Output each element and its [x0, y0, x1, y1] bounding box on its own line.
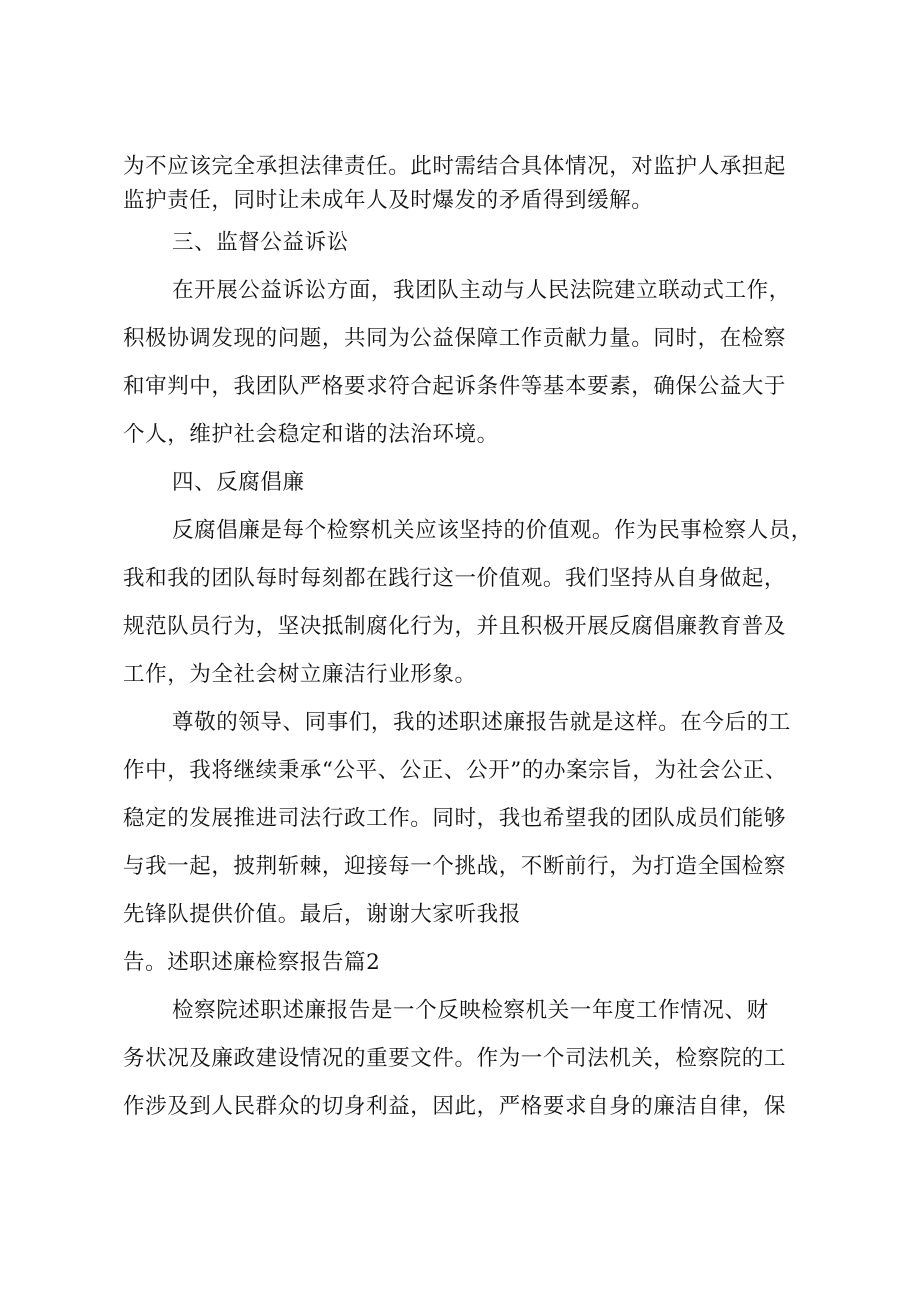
text-line: 作中，我将继续秉承“公平、公正、公开”的办案宗旨，为社会公正、: [123, 758, 788, 783]
text-line: 为不应该完全承担法律责任。此时需结合具体情况，对监护人承担起: [123, 154, 787, 179]
text-line: 稳定的发展推进司法行政工作。同时，我也希望我的团队成员们能够: [123, 806, 787, 831]
text-line: 在开展公益诉讼方面，我团队主动与人民法院建立联动式工作，: [172, 278, 791, 303]
text-line: 检察院述职述廉报告是一个反映检察机关一年度工作情况、财: [172, 998, 769, 1023]
section-heading: 三、监督公益诉讼: [172, 230, 349, 255]
text-line: 个人，维护社会稳定和谐的法治环境。: [123, 422, 499, 447]
text-line: 作涉及到人民群众的切身利益，因此，严格要求自身的廉洁自律，保: [123, 1094, 787, 1119]
text-line: 务状况及廉政建设情况的重要文件。作为一个司法机关，检察院的工: [123, 1046, 787, 1071]
text-line: 积极协调发现的问题，共同为公益保障工作贡献力量。同时，在检察: [123, 326, 787, 351]
text-line: 反腐倡廉是每个检察机关应该坚持的价值观。作为民事检察人员，: [172, 518, 813, 543]
text-line: 与我一起，披荆斩棘，迎接每一个挑战，不断前行，为打造全国检察: [123, 854, 787, 879]
text-line: 和审判中，我团队严格要求符合起诉条件等基本要素，确保公益大于: [123, 374, 787, 399]
text-line: 尊敬的领导、同事们，我的述职述廉报告就是这样。在今后的工: [172, 710, 791, 735]
text-line: 我和我的团队每时每刻都在践行这一价值观。我们坚持从自身做起，: [123, 566, 787, 591]
section-heading: 四、反腐倡廉: [172, 470, 305, 495]
text-line: 规范队员行为，坚决抵制腐化行为，并且积极开展反腐倡廉教育普及: [123, 614, 787, 639]
text-line: 告。述职述廉检察报告篇2: [123, 950, 381, 975]
text-line: 工作，为全社会树立廉洁行业形象。: [123, 662, 477, 687]
text-line: 监护责任，同时让未成年人及时爆发的矛盾得到缓解。: [123, 188, 654, 213]
text-line: 先锋队提供价值。最后，谢谢大家听我报: [123, 902, 521, 927]
